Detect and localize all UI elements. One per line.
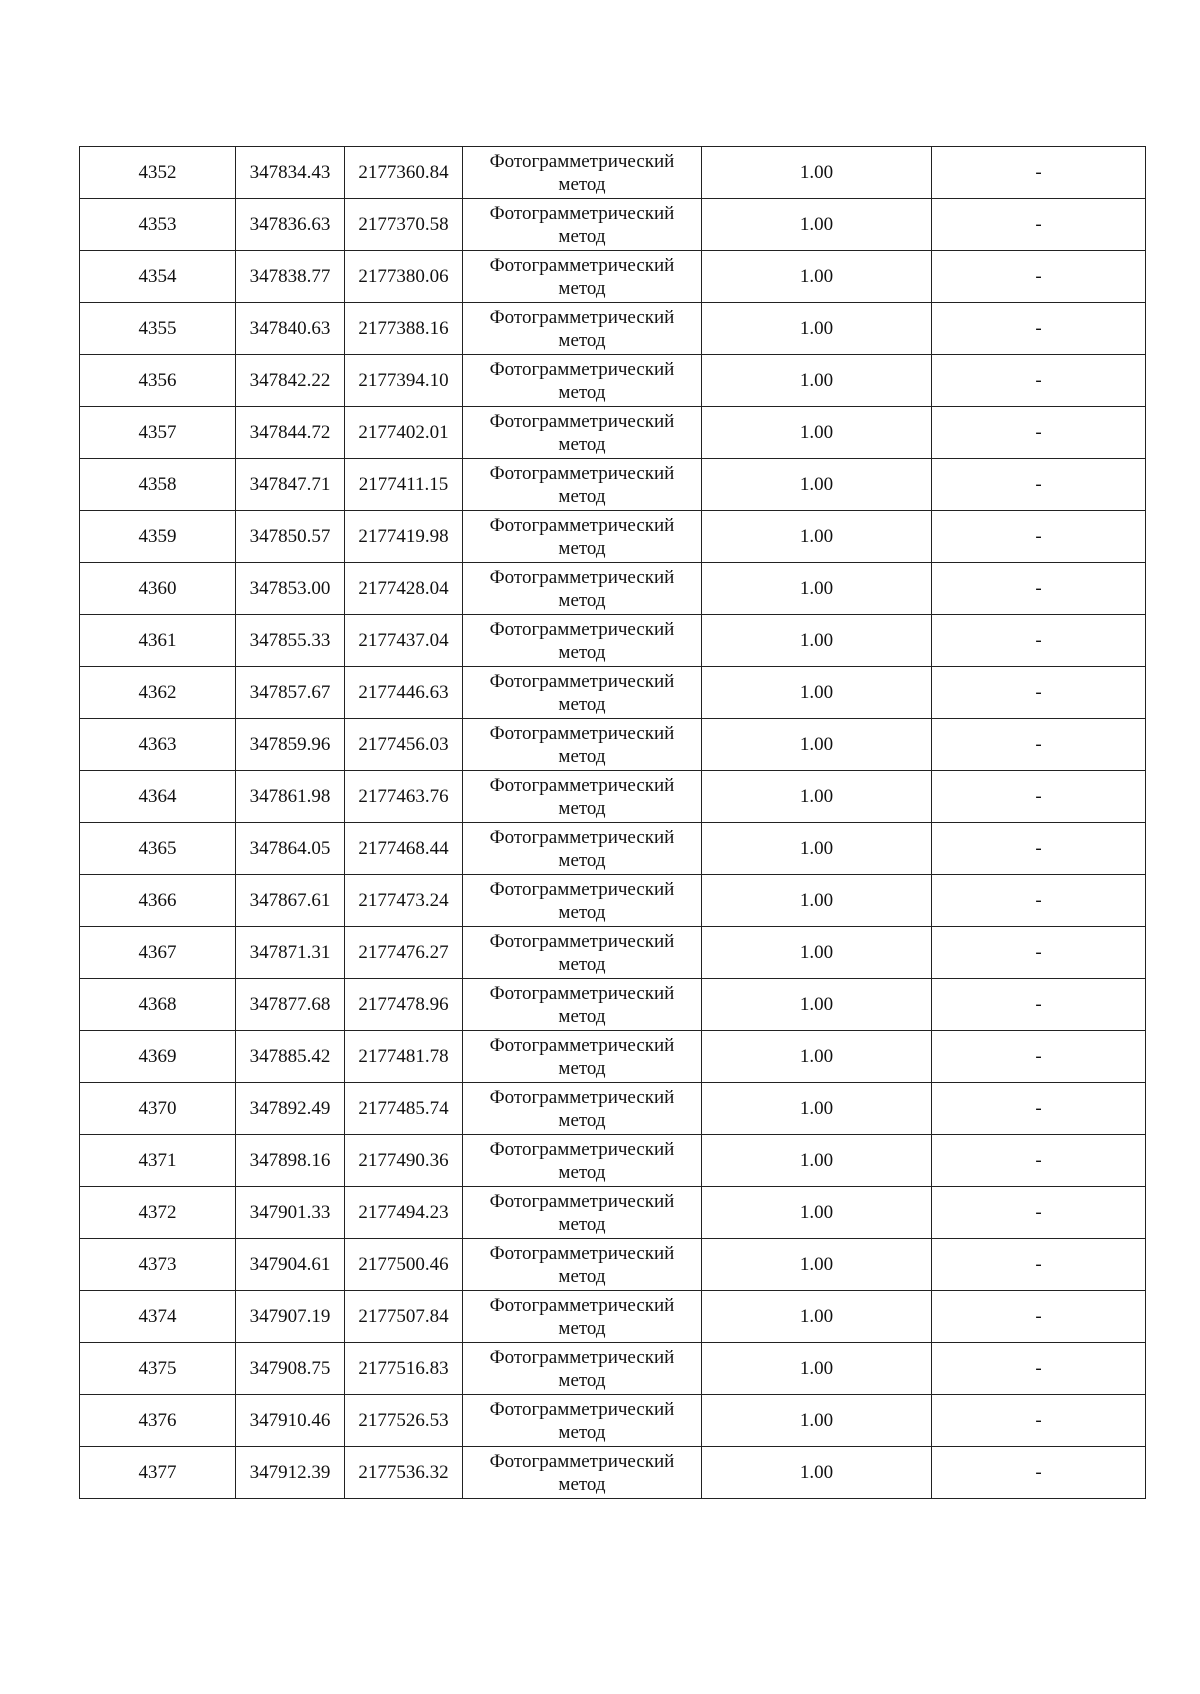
method-cell [463,771,702,823]
accuracy-cell: 1.00 [702,147,932,199]
accuracy-cell: 1.00 [702,1239,932,1291]
method-text-line2: метод [558,849,606,871]
method-text-line2: метод [558,1057,606,1079]
table-body [80,147,1146,1499]
note-cell: - [932,1395,1146,1447]
point-id-cell: 4369 [80,1031,236,1083]
accuracy-cell: 1.00 [702,1083,932,1135]
coordinate-y-cell: 2177473.24 [345,875,463,927]
coordinate-x-cell: 347907.19 [236,1291,345,1343]
note-cell: - [932,1239,1146,1291]
coordinate-x-cell: 347838.77 [236,251,345,303]
method-cell [463,147,702,199]
table-row [80,667,1146,719]
table-row [80,1239,1146,1291]
coordinate-x-cell: 347901.33 [236,1187,345,1239]
point-id-cell: 4363 [80,719,236,771]
coordinate-x-cell: 347844.72 [236,407,345,459]
note-cell: - [932,459,1146,511]
coordinate-y-cell: 2177456.03 [345,719,463,771]
accuracy-cell: 1.00 [702,1135,932,1187]
method-text-line1: Фотограмметрический [489,1138,675,1160]
coordinate-y-cell: 2177526.53 [345,1395,463,1447]
method-cell [463,927,702,979]
method-cell [463,1187,702,1239]
accuracy-cell: 1.00 [702,199,932,251]
method-text-line2: метод [558,589,606,611]
method-text-line2: метод [558,1317,606,1339]
table-row [80,1031,1146,1083]
method-text-line1: Фотограмметрический [489,670,675,692]
accuracy-cell: 1.00 [702,303,932,355]
method-text-line2: метод [558,225,606,247]
coordinates-table [79,146,1146,1499]
coordinate-y-cell: 2177411.15 [345,459,463,511]
coordinate-x-cell: 347859.96 [236,719,345,771]
table-row [80,355,1146,407]
note-cell: - [932,1343,1146,1395]
method-text-line2: метод [558,797,606,819]
accuracy-cell: 1.00 [702,407,932,459]
method-text-line2: метод [558,537,606,559]
note-cell: - [932,407,1146,459]
point-id-cell: 4375 [80,1343,236,1395]
point-id-cell: 4358 [80,459,236,511]
point-id-cell: 4368 [80,979,236,1031]
method-cell [463,1031,702,1083]
method-text-line2: метод [558,901,606,923]
method-text-line1: Фотограмметрический [489,930,675,952]
point-id-cell: 4373 [80,1239,236,1291]
method-text-line1: Фотограмметрический [489,1450,675,1472]
point-id-cell: 4374 [80,1291,236,1343]
method-text-line2: метод [558,1109,606,1131]
accuracy-cell: 1.00 [702,1395,932,1447]
coordinate-x-cell: 347864.05 [236,823,345,875]
coordinate-x-cell: 347877.68 [236,979,345,1031]
note-cell: - [932,1031,1146,1083]
method-text-line1: Фотограмметрический [489,1398,675,1420]
accuracy-cell: 1.00 [702,1031,932,1083]
method-text-line1: Фотограмметрический [489,410,675,432]
coordinate-y-cell: 2177485.74 [345,1083,463,1135]
coordinate-x-cell: 347861.98 [236,771,345,823]
table-row [80,251,1146,303]
method-text-line2: метод [558,641,606,663]
note-cell: - [932,303,1146,355]
coordinate-y-cell: 2177500.46 [345,1239,463,1291]
method-text-line2: метод [558,381,606,403]
point-id-cell: 4356 [80,355,236,407]
method-cell [463,459,702,511]
point-id-cell: 4372 [80,1187,236,1239]
table-row [80,1083,1146,1135]
method-cell [463,303,702,355]
note-cell: - [932,719,1146,771]
method-cell [463,823,702,875]
note-cell: - [932,199,1146,251]
note-cell: - [932,1083,1146,1135]
coordinate-x-cell: 347898.16 [236,1135,345,1187]
point-id-cell: 4376 [80,1395,236,1447]
method-text-line1: Фотограмметрический [489,618,675,640]
note-cell: - [932,667,1146,719]
method-text-line1: Фотограмметрический [489,1346,675,1368]
method-text-line2: метод [558,1473,606,1495]
coordinate-y-cell: 2177536.32 [345,1447,463,1499]
method-text-line2: метод [558,1213,606,1235]
method-text-line2: метод [558,1265,606,1287]
method-cell [463,511,702,563]
note-cell: - [932,875,1146,927]
method-text-line1: Фотограмметрический [489,514,675,536]
table-row [80,615,1146,667]
coordinate-y-cell: 2177463.76 [345,771,463,823]
method-cell [463,1083,702,1135]
note-cell: - [932,251,1146,303]
method-text-line1: Фотограмметрический [489,1034,675,1056]
method-text-line2: метод [558,173,606,195]
method-text-line1: Фотограмметрический [489,982,675,1004]
point-id-cell: 4377 [80,1447,236,1499]
method-cell [463,407,702,459]
table-row [80,199,1146,251]
method-text-line1: Фотограмметрический [489,1190,675,1212]
method-cell [463,667,702,719]
table-row [80,1447,1146,1499]
coordinate-y-cell: 2177380.06 [345,251,463,303]
point-id-cell: 4360 [80,563,236,615]
coordinate-x-cell: 347847.71 [236,459,345,511]
method-text-line2: метод [558,953,606,975]
table-row [80,511,1146,563]
accuracy-cell: 1.00 [702,1447,932,1499]
coordinate-y-cell: 2177516.83 [345,1343,463,1395]
coordinate-y-cell: 2177394.10 [345,355,463,407]
table-row [80,407,1146,459]
note-cell: - [932,1135,1146,1187]
method-text-line2: метод [558,433,606,455]
method-cell [463,615,702,667]
method-cell [463,355,702,407]
method-cell [463,1447,702,1499]
point-id-cell: 4359 [80,511,236,563]
coordinate-x-cell: 347834.43 [236,147,345,199]
table-row [80,875,1146,927]
accuracy-cell: 1.00 [702,1291,932,1343]
table-row [80,1135,1146,1187]
coordinate-x-cell: 347842.22 [236,355,345,407]
note-cell: - [932,823,1146,875]
note-cell: - [932,355,1146,407]
coordinate-x-cell: 347885.42 [236,1031,345,1083]
accuracy-cell: 1.00 [702,563,932,615]
method-cell [463,1395,702,1447]
accuracy-cell: 1.00 [702,459,932,511]
table-row [80,979,1146,1031]
coordinate-x-cell: 347904.61 [236,1239,345,1291]
method-cell [463,719,702,771]
method-text-line1: Фотограмметрический [489,826,675,848]
method-text-line1: Фотограмметрический [489,358,675,380]
method-text-line1: Фотограмметрический [489,1086,675,1108]
coordinate-x-cell: 347840.63 [236,303,345,355]
point-id-cell: 4357 [80,407,236,459]
table-row [80,927,1146,979]
coordinate-x-cell: 347836.63 [236,199,345,251]
accuracy-cell: 1.00 [702,511,932,563]
table-row [80,823,1146,875]
method-text-line2: метод [558,1005,606,1027]
method-text-line1: Фотограмметрический [489,1242,675,1264]
coordinate-y-cell: 2177481.78 [345,1031,463,1083]
coordinate-y-cell: 2177428.04 [345,563,463,615]
coordinate-x-cell: 347912.39 [236,1447,345,1499]
coordinate-x-cell: 347892.49 [236,1083,345,1135]
point-id-cell: 4370 [80,1083,236,1135]
coordinate-y-cell: 2177370.58 [345,199,463,251]
coordinate-y-cell: 2177446.63 [345,667,463,719]
table-row [80,147,1146,199]
coordinate-y-cell: 2177494.23 [345,1187,463,1239]
accuracy-cell: 1.00 [702,355,932,407]
method-text-line2: метод [558,329,606,351]
coordinate-y-cell: 2177388.16 [345,303,463,355]
method-cell [463,1291,702,1343]
method-text-line1: Фотограмметрический [489,254,675,276]
method-text-line2: метод [558,1161,606,1183]
method-cell [463,1343,702,1395]
method-cell [463,199,702,251]
coordinate-x-cell: 347855.33 [236,615,345,667]
accuracy-cell: 1.00 [702,771,932,823]
coordinate-x-cell: 347850.57 [236,511,345,563]
table-row [80,303,1146,355]
point-id-cell: 4352 [80,147,236,199]
method-text-line1: Фотограмметрический [489,722,675,744]
method-text-line2: метод [558,1421,606,1443]
accuracy-cell: 1.00 [702,615,932,667]
point-id-cell: 4367 [80,927,236,979]
note-cell: - [932,979,1146,1031]
method-cell [463,563,702,615]
method-text-line2: метод [558,485,606,507]
point-id-cell: 4355 [80,303,236,355]
coordinate-x-cell: 347871.31 [236,927,345,979]
accuracy-cell: 1.00 [702,1187,932,1239]
point-id-cell: 4362 [80,667,236,719]
point-id-cell: 4361 [80,615,236,667]
coordinate-y-cell: 2177490.36 [345,1135,463,1187]
table-row [80,563,1146,615]
method-text-line1: Фотограмметрический [489,878,675,900]
coordinate-x-cell: 347853.00 [236,563,345,615]
coordinate-y-cell: 2177507.84 [345,1291,463,1343]
note-cell: - [932,511,1146,563]
method-text-line2: метод [558,1369,606,1391]
point-id-cell: 4354 [80,251,236,303]
table-row [80,719,1146,771]
method-cell [463,979,702,1031]
accuracy-cell: 1.00 [702,667,932,719]
table-row [80,771,1146,823]
method-text-line1: Фотограмметрический [489,566,675,588]
point-id-cell: 4364 [80,771,236,823]
table-row [80,1291,1146,1343]
method-text-line1: Фотограмметрический [489,774,675,796]
table-row [80,1343,1146,1395]
note-cell: - [932,1447,1146,1499]
coordinate-y-cell: 2177402.01 [345,407,463,459]
method-text-line1: Фотограмметрический [489,306,675,328]
accuracy-cell: 1.00 [702,927,932,979]
method-text-line1: Фотограмметрический [489,150,675,172]
method-cell [463,251,702,303]
coordinate-y-cell: 2177360.84 [345,147,463,199]
coordinate-y-cell: 2177478.96 [345,979,463,1031]
coordinate-x-cell: 347908.75 [236,1343,345,1395]
method-text-line2: метод [558,745,606,767]
table-row [80,1187,1146,1239]
accuracy-cell: 1.00 [702,1343,932,1395]
accuracy-cell: 1.00 [702,823,932,875]
method-text-line1: Фотограмметрический [489,1294,675,1316]
method-text-line1: Фотограмметрический [489,462,675,484]
note-cell: - [932,1187,1146,1239]
coordinate-x-cell: 347867.61 [236,875,345,927]
table-row [80,1395,1146,1447]
note-cell: - [932,615,1146,667]
coordinate-y-cell: 2177476.27 [345,927,463,979]
method-text-line2: метод [558,277,606,299]
point-id-cell: 4371 [80,1135,236,1187]
coordinate-x-cell: 347857.67 [236,667,345,719]
method-text-line1: Фотограмметрический [489,202,675,224]
point-id-cell: 4353 [80,199,236,251]
accuracy-cell: 1.00 [702,875,932,927]
method-cell [463,875,702,927]
note-cell: - [932,1291,1146,1343]
method-cell [463,1135,702,1187]
note-cell: - [932,147,1146,199]
method-text-line2: метод [558,693,606,715]
coordinate-y-cell: 2177468.44 [345,823,463,875]
coordinate-y-cell: 2177437.04 [345,615,463,667]
accuracy-cell: 1.00 [702,719,932,771]
accuracy-cell: 1.00 [702,251,932,303]
note-cell: - [932,771,1146,823]
table-row [80,459,1146,511]
coordinate-y-cell: 2177419.98 [345,511,463,563]
accuracy-cell: 1.00 [702,979,932,1031]
point-id-cell: 4366 [80,875,236,927]
method-cell [463,1239,702,1291]
point-id-cell: 4365 [80,823,236,875]
note-cell: - [932,563,1146,615]
note-cell: - [932,927,1146,979]
coordinate-x-cell: 347910.46 [236,1395,345,1447]
